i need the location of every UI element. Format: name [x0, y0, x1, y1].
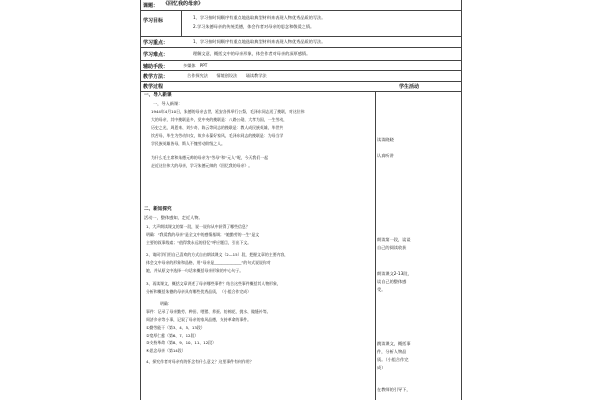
- lesson-plan-table: [140, 0, 462, 400]
- topic-value: 《回忆我的母亲》: [163, 1, 204, 7]
- text-line: 饮苦母，毕生为劳动妇女，故乡永葆好家风，毛泽东同志的挽联是：为母当学: [151, 133, 284, 138]
- student-line: 受。: [377, 287, 386, 292]
- text-line: 2、请同学们用自己喜欢的方式自由朗读课文（2—15）段，把握文章的主要内容，: [146, 252, 289, 258]
- key-point-label: 学习重点：: [143, 40, 169, 46]
- student-line: 自己的阅读收获: [377, 245, 407, 250]
- key-point-row: [141, 37, 461, 48]
- text-line: 她，并从原文中选择一句话来概括母亲形象的中心句子。: [146, 267, 244, 273]
- text-line: 3、再读课文，概括文章讲述了母亲哪些事件？结合这些事件概括其人物形象，: [146, 280, 281, 286]
- section-2-title: 二、新知探究: [144, 207, 172, 212]
- text-line: 走近这位伟大的母亲，学习朱德元帅的《回忆我的母亲》。: [151, 163, 253, 168]
- difficult-point-value: 理解文意，概括文中的母亲形象，体会作者对母亲的深厚感情。: [193, 51, 311, 56]
- section-2-activity: 活动一，整体感知，走近人物。: [144, 215, 203, 220]
- student-line: 件，分析人物品: [377, 349, 407, 354]
- student-line: 质。（小组合作完: [377, 357, 409, 362]
- text-line: 周济乡亲等小事，记叙了母亲的家风品德，支持革命的事件。: [146, 316, 252, 322]
- methods-value: 合作探究法 情境创设法 诵读教学法: [187, 73, 267, 78]
- text-line: ④思念母亲（第14段）: [146, 348, 186, 354]
- section-1-sub: 一，导入新课：: [153, 101, 183, 106]
- text-line: 1944年4月10日，朱德的母亲去世，延安各界举行公祭，毛泽东同志送了挽联，对这位伟: [151, 109, 305, 114]
- text-line: 事件：记录了母亲勤劳、种田、喂猪、养蚕、纺棉花、挑水、做缝补等。: [146, 309, 271, 315]
- difficult-point-label: 学习难点：: [143, 52, 169, 58]
- goals-line-1: 1、学习按时间顺序有重点地选取典型材料来表现人物优秀品质的写法。: [193, 15, 326, 20]
- methods-row: [141, 71, 461, 82]
- process-header-row: [141, 82, 461, 92]
- process-header: 教学过程: [143, 84, 164, 90]
- text-line: 明确：“我爱我的母亲”是全文中的感情基调；“她勤劳的一生”是文: [146, 231, 260, 237]
- topic-label: 课题：: [143, 3, 159, 9]
- goals-row: [141, 11, 461, 37]
- text-line: 历史之光，周恩来、刘少奇、陈云等同志的挽联是：教人成民族英雄，毕世共: [151, 125, 284, 130]
- student-activity-3: [377, 270, 461, 294]
- key-point-value: 1、学习按时间顺序有重点地选取典型材料来表现人物优秀品质的写法。: [193, 39, 326, 44]
- goals-divider: [181, 11, 182, 36]
- aids-row: [141, 61, 461, 71]
- student-activity-header: 学生活动: [399, 84, 420, 90]
- aids-value: 多媒体 PPT: [183, 63, 208, 68]
- text-line: 体会文中母亲的形象和品格，用“母亲是______________”的句式说说你对: [146, 260, 271, 266]
- section-2-body: [146, 223, 288, 366]
- text-line: 1、大声朗读课文的第一段，说一说你从中获得了哪些信息？: [146, 224, 250, 229]
- process-body: [141, 92, 461, 400]
- text-line: ①勤劳能干（第3、4、5、13段）: [146, 324, 205, 330]
- text-line: 分析和概括朱德的母亲具有哪些优秀品质，（小组合作完成）: [146, 288, 252, 294]
- student-line: 朗读第一段，谈谈: [377, 237, 411, 242]
- goals-label: 学习目标: [143, 18, 164, 24]
- text-line: 明确：: [160, 301, 172, 307]
- student-line: 认真听讲: [377, 153, 394, 158]
- student-line: 朗读课文2-13段，: [377, 271, 412, 276]
- topic-row: [141, 0, 461, 11]
- methods-label: 教学方法：: [143, 74, 169, 80]
- text-line: ③支持革命（第8、9、10、11、12段）: [146, 340, 216, 346]
- text-line: 4、探究作者对母亲有的怀念有什么意义？这里事件有何作用？: [146, 358, 254, 364]
- student-line: 谈自己的整体感: [377, 279, 407, 284]
- goals-line-2: 2.学习朱德母亲的传统美德，体会作者对母亲的思念和敬爱之情。: [193, 24, 315, 29]
- student-line: 成）: [377, 365, 386, 370]
- aids-label: 辅助手段：: [143, 64, 169, 70]
- section-1-body: [151, 108, 305, 170]
- student-activity-5: [377, 386, 461, 394]
- student-activity-2: [377, 236, 461, 252]
- student-activity-4: [377, 340, 461, 372]
- section-1-title: 一、导入新课: [144, 93, 172, 98]
- text-line: ②宽厚仁慈（第6、7、12段）: [146, 332, 199, 338]
- student-line: 在教师的引导下，: [377, 387, 411, 392]
- student-line: 读读晓晓: [377, 137, 394, 142]
- difficult-point-row: [141, 48, 461, 61]
- text-line: 为什么毛主席和朱德元帅的母亲为“劳母”和“元人”呢，今天我们一起: [151, 155, 268, 160]
- text-line: 主要的叙事线索；“值得我永远的回忆”呼应题目，引出下文。: [146, 239, 252, 245]
- student-activity-1: [377, 136, 461, 160]
- text-line: 大的母亲，其中挽联是多，党中央的挽联是：八路公勋，大孝为国，一生劳动，: [151, 117, 288, 122]
- student-line: 跳读课文，概括事: [377, 341, 411, 346]
- student-column-divider: [375, 92, 376, 400]
- text-line: 学民族英雄皆母，斯人不愧劳动阶级之人。: [151, 141, 225, 146]
